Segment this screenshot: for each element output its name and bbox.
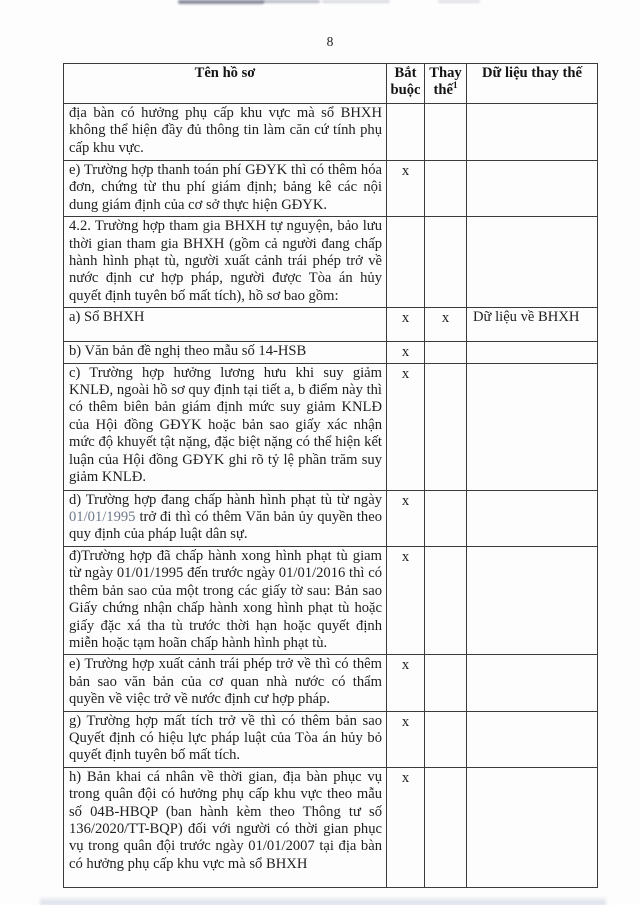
replacement-data-cell xyxy=(467,711,598,767)
mandatory-mark-cell: x xyxy=(387,161,425,217)
footnote-marker: 1 xyxy=(452,80,458,91)
replace-mark-cell xyxy=(425,711,467,767)
document-name-cell: đ)Trường hợp đã chấp hành xong hình phạt tù giam từ ngày 01/01/1995 đến trước ngày 01/01/2016 thì có thêm bản sao của một trong các giấy tờ sau: Bản sao Giấy chứng nhận chấp hành xong hình phạt tù hoặc giấy đặc xá tha tù trước thời hạn hoặc quyết định miễn hoặc tạm hoãn chấp hành hình phạt tù. xyxy=(64,546,387,654)
header-thay-the xyxy=(425,64,467,104)
mandatory-mark-cell: x xyxy=(387,490,425,546)
replacement-data-cell xyxy=(467,767,598,887)
replacement-data-cell xyxy=(467,217,598,308)
document-name-cell: địa bàn có hưởng phụ cấp khu vực mà sổ BHXH không thể hiện đầy đủ thông tin làm căn cứ tính phụ cấp khu vực. xyxy=(64,104,387,161)
table-row xyxy=(64,490,598,546)
mandatory-mark-cell: x xyxy=(387,711,425,767)
replacement-data-cell xyxy=(467,655,598,711)
mandatory-mark-cell: x xyxy=(387,767,425,887)
document-table xyxy=(63,63,598,888)
table-row xyxy=(64,161,598,217)
document-name-cell: c) Trường hợp hưởng lương hưu khi suy giảm KNLĐ, ngoài hồ sơ quy định tại tiết a, b điểm này thì có thêm biên bản giám định mức suy giảm KNLĐ của Hội đồng GĐYK hoặc bản sao giấy xác nhận mức độ khuyết tật nặng, đặc biệt nặng có thể hiện kết luận của Hội đồng GĐYK ghi rõ tỷ lệ phần trăm suy giảm KNLĐ. xyxy=(64,363,387,490)
table-row xyxy=(64,217,598,308)
highlighted-date: 01/01/1995 xyxy=(69,509,136,526)
header-ten-ho-so xyxy=(64,64,387,104)
document-name-cell: a) Sổ BHXH xyxy=(64,308,387,342)
mandatory-mark-cell: x xyxy=(387,655,425,711)
replacement-data-cell xyxy=(467,161,598,217)
document-name-cell: d) Trường hợp đang chấp hành hình phạt tù từ ngày 01/01/1995 trở đi thì có thêm Văn bản ủy quyền theo quy định của pháp luật dân sự. xyxy=(64,490,387,546)
replace-mark-cell xyxy=(425,161,467,217)
replace-mark-cell: x xyxy=(425,308,467,342)
replace-mark-cell xyxy=(425,655,467,711)
header-label: Bắt xyxy=(394,65,417,81)
scan-artifact-top xyxy=(322,0,390,3)
page-number: 8 xyxy=(326,34,334,49)
header-label: Dữ liệu thay thế xyxy=(482,65,582,81)
mandatory-mark-cell xyxy=(387,217,425,308)
scan-artifact-top xyxy=(438,0,480,3)
document-name-cell: g) Trường hợp mất tích trở về thì có thêm bản sao Quyết định có hiệu lực pháp luật của Tòa án hủy bỏ quyết định tuyên bố mất tích. xyxy=(64,711,387,767)
replacement-data-cell xyxy=(467,104,598,161)
table-row xyxy=(64,363,598,490)
mandatory-mark-cell: x xyxy=(387,363,425,490)
replacement-data-cell xyxy=(467,490,598,546)
table-row xyxy=(64,104,598,161)
replace-mark-cell xyxy=(425,546,467,654)
scan-artifact-bottom xyxy=(40,896,606,905)
header-label: buộc xyxy=(390,82,421,99)
table-header-row xyxy=(64,64,598,104)
header-bat-buoc xyxy=(387,64,425,104)
document-name-cell: e) Trường hợp xuất cảnh trái phép trở về thì có thêm bản sao văn bản của cơ quan nhà nước có thẩm quyền về việc trở về nước định cư hợp pháp. xyxy=(64,655,387,711)
table-row xyxy=(64,711,598,767)
mandatory-mark-cell: x xyxy=(387,546,425,654)
replace-mark-cell xyxy=(425,217,467,308)
document-name-cell: 4.2. Trường hợp tham gia BHXH tự nguyện, bảo lưu thời gian tham gia BHXH (gồm cả người đang chấp hành hình phạt tù, người xuất cảnh trái phép trở về nước định cư hợp pháp, người được Tòa án hủy quyết định tuyên bố mất tích), hồ sơ bao gồm: xyxy=(64,217,387,308)
header-label: thế xyxy=(433,82,453,99)
table-row xyxy=(64,655,598,711)
replace-mark-cell xyxy=(425,104,467,161)
replacement-data-cell xyxy=(467,308,598,342)
replacement-data-text: Dữ liệu về BHXH xyxy=(473,309,580,326)
header-label: Thay xyxy=(429,65,462,81)
mandatory-mark-cell xyxy=(387,104,425,161)
scan-artifact-top xyxy=(178,0,264,4)
header-du-lieu-thay-the xyxy=(467,64,598,104)
document-name-cell: h) Bản khai cá nhân về thời gian, địa bàn phục vụ trong quân đội có hưởng phụ cấp khu vực theo mẫu số 04B-HBQP (ban hành kèm theo Thông tư số 136/2020/TT-BQP) đối với người có thời gian phục vụ trong quân đội trước ngày 01/01/2007 tại địa bàn có hưởng phụ cấp khu vực mà sổ BHXH xyxy=(64,767,387,887)
table-row xyxy=(64,342,598,363)
replace-mark-cell xyxy=(425,363,467,490)
table-row xyxy=(64,546,598,654)
replace-mark-cell xyxy=(425,342,467,363)
table-row xyxy=(64,767,598,887)
scan-artifact-top xyxy=(262,0,320,3)
replacement-data-cell xyxy=(467,363,598,490)
table-row xyxy=(64,308,598,342)
replacement-data-cell xyxy=(467,546,598,654)
mandatory-mark-cell: x xyxy=(387,308,425,342)
header-label: Tên hồ sơ xyxy=(194,65,256,81)
replacement-data-cell xyxy=(467,342,598,363)
document-name-cell: e) Trường hợp thanh toán phí GĐYK thì có thêm hóa đơn, chứng từ thu phí giám định; bảng kê các nội dung giám định của cơ sở thực hiện GĐYK. xyxy=(64,161,387,217)
mandatory-mark-cell: x xyxy=(387,342,425,363)
replace-mark-cell xyxy=(425,767,467,887)
replace-mark-cell xyxy=(425,490,467,546)
document-name-cell: b) Văn bản đề nghị theo mẫu số 14-HSB xyxy=(64,342,387,363)
